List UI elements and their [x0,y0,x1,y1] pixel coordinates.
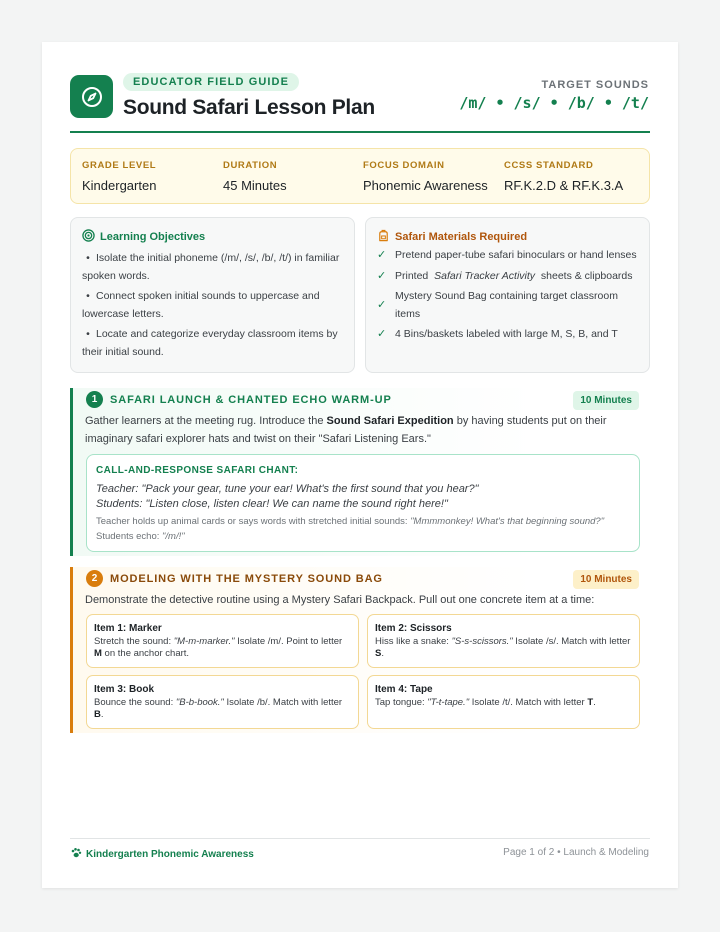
list-item: ✓ 4 Bins/baskets labeled with large M, S, B, and T [377,326,645,344]
materials-title: Safari Materials Required [395,231,528,243]
list-item: ✓ Printed Safari Tracker Activity sheets & clipboards [377,268,645,286]
page-title: Sound Safari Lesson Plan [123,96,375,119]
item-title: Item 4: Tape [375,684,433,695]
chant-box [86,454,640,552]
materials-card [365,217,650,373]
objectives-list [82,250,348,364]
list-item: • Connect spoken initial sounds to uppercase and lowercase letters. [82,290,320,320]
target-sounds-value: /m/ • /s/ • /b/ • /t/ [459,94,649,112]
objectives-title: Learning Objectives [100,231,206,243]
footer-course-label: Kindergarten Phonemic Awareness [86,849,254,860]
meta-focus-domain [363,160,488,193]
materials-list [377,247,645,347]
meta-label: GRADE LEVEL [82,160,157,171]
duration-badge: 10 Minutes [573,570,639,589]
mystery-item-card [86,675,359,729]
check-icon: ✓ [377,298,387,311]
section-safari-launch [70,388,650,556]
section-description: Demonstrate the detective routine using a Mystery Safari Backpack. Pull out one concrete item at a time: [85,594,595,606]
item-description: Hiss like a snake: "S-s-scissors." Isolate /s/. Match with letter S. [375,636,631,659]
target-icon [82,229,95,245]
section-title: SAFARI LAUNCH & CHANTED ECHO WARM-UP [110,394,392,406]
meta-label: FOCUS DOMAIN [363,160,445,171]
item-description: Stretch the sound: "M-m-marker." Isolate /m/. Point to letter M on the anchor chart. [94,636,343,659]
lesson-meta-box [70,148,650,204]
check-icon: ✓ [377,328,387,340]
mystery-item-card [86,614,359,668]
section-number: 2 [86,570,103,587]
item-title: Item 3: Book [94,684,155,695]
item-description: Bounce the sound: "B-b-book." Isolate /b/. Match with letter B. [94,697,343,720]
header-divider [70,131,650,133]
item-description: Tap tongue: "T-t-tape." Isolate /t/. Match with letter T. [375,697,596,708]
meta-standard [504,160,623,193]
mystery-item-card [367,614,640,668]
meta-value: Kindergarten [82,178,157,193]
meta-label: DURATION [223,160,278,171]
item-title: Item 2: Scissors [375,623,452,634]
list-item: • Locate and categorize everyday classroom items by their initial sound. [82,328,338,358]
compass-icon [70,75,113,118]
section-title: MODELING WITH THE MYSTERY SOUND BAG [110,573,383,585]
section-mystery-bag [70,567,650,733]
footer-divider [70,838,650,839]
duration-badge: 10 Minutes [573,391,639,410]
objectives-header [82,229,205,245]
list-item: ✓ Mystery Sound Bag containing target classroom items [377,290,618,320]
check-icon: ✓ [377,249,387,261]
chant-lines: Teacher: "Pack your gear, tune your ear! What's the first sound that you hear?" Students: "Listen close, listen clear! We can name the sound right here!" [96,483,479,510]
field-guide-badge: EDUCATOR FIELD GUIDE [123,73,299,91]
section-number: 1 [86,391,103,408]
materials-header [377,229,527,245]
lesson-plan-page [42,42,678,888]
list-item: • Isolate the initial phoneme (/m/, /s/, /b/, /t/) in familiar spoken words. [82,252,340,282]
page-number: Page 1 of 2 • Launch & Modeling [503,847,649,858]
objectives-card [70,217,355,373]
target-sounds-label: TARGET SOUNDS [541,79,649,91]
chant-note: Teacher holds up animal cards or says words with stretched initial sounds: "Mmmmonkey! What's that beginning sound?" Students echo: "/m/!" [96,516,605,542]
meta-grade [82,160,156,193]
meta-value: Phonemic Awareness [363,178,488,193]
list-item: ✓ Pretend paper-tube safari binoculars or hand lenses [377,247,645,265]
section-description: Gather learners at the meeting rug. Introduce the Sound Safari Expedition by having students put on their imaginary safari explorer hats and twist on their "Safari Listening Ears." [85,415,607,445]
check-icon: ✓ [377,269,387,282]
item-title: Item 1: Marker [94,623,162,634]
meta-label: CCSS STANDARD [504,160,594,171]
paw-icon [70,847,82,862]
backpack-icon [377,229,390,245]
meta-value: RF.K.2.D & RF.K.3.A [504,178,624,193]
meta-value: 45 Minutes [223,178,287,193]
footer-left [70,847,254,862]
chant-title: CALL-AND-RESPONSE SAFARI CHANT: [96,465,299,476]
mystery-item-card [367,675,640,729]
meta-duration [223,160,287,193]
